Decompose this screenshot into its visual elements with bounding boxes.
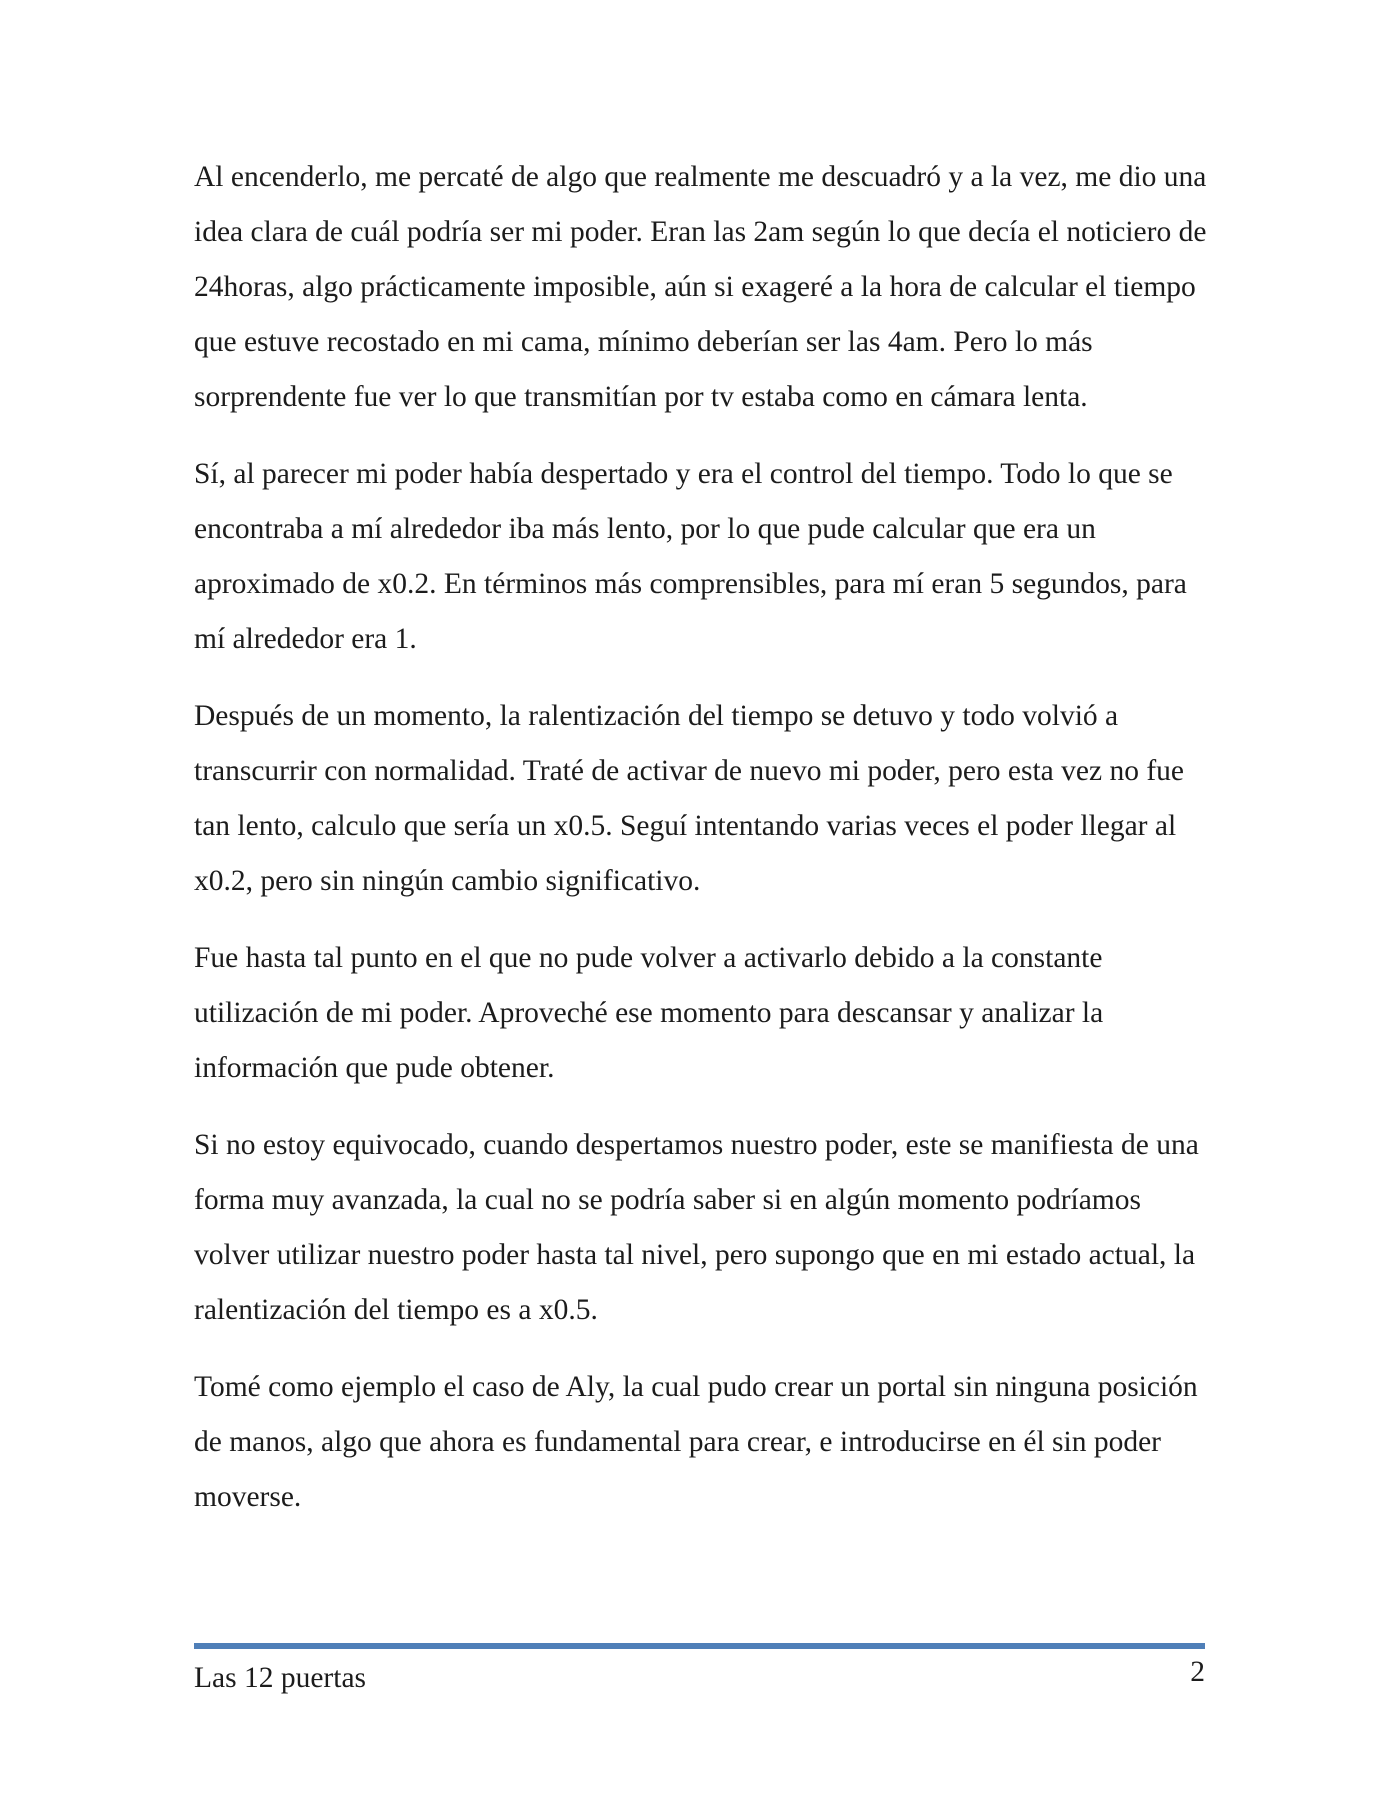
paragraph-1: Al encenderlo, me percaté de algo que realmente me descuadró y a la vez, me dio una idea clara de cuál podría ser mi poder. Eran las 2am según lo que decía el noticiero de 24horas, algo prácticamente imposible, aún si exageré a la hora de calcular el tiempo que estuve recostado en mi cama, mínimo deberían ser las 4am. Pero lo más sorprendente fue ver lo que transmitían por tv estaba como en cámara lenta. bbox=[194, 161, 1207, 413]
page-number: 2 bbox=[1190, 1656, 1205, 1688]
footer-book-title: Las 12 puertas bbox=[194, 1662, 367, 1694]
paragraph-6: Tomé como ejemplo el caso de Aly, la cual pudo crear un portal sin ninguna posición de manos, algo que ahora es fundamental para crear, e introducirse en él sin poder moverse. bbox=[194, 1371, 1198, 1513]
paragraph-4: Fue hasta tal punto en el que no pude volver a activarlo debido a la constante utilización de mi poder. Aproveché ese momento para descansar y analizar la información que pude obtener. bbox=[194, 942, 1104, 1084]
paragraph-3: Después de un momento, la ralentización del tiempo se detuvo y todo volvió a transcurrir con normalidad. Traté de activar de nuevo mi poder, pero esta vez no fue tan lento, calculo que sería un x0.5. Seguí intentando varias veces el poder llegar al x0.2, pero sin ningún cambio significativo. bbox=[194, 700, 1184, 897]
footer-divider bbox=[194, 1643, 1205, 1649]
paragraph-2: Sí, al parecer mi poder había despertado y era el control del tiempo. Todo lo que se encontraba a mí alrededor iba más lento, por lo que pude calcular que era un aproximado de x0.2. En términos más comprensibles, para mí eran 5 segundos, para mí alrededor era 1. bbox=[194, 458, 1187, 655]
paragraph-5: Si no estoy equivocado, cuando despertamos nuestro poder, este se manifiesta de una forma muy avanzada, la cual no se podría saber si en algún momento podríamos volver utilizar nuestro poder hasta tal nivel, pero supongo que en mi estado actual, la ralentización del tiempo es a x0.5. bbox=[194, 1129, 1199, 1326]
body-text bbox=[194, 150, 1214, 1547]
